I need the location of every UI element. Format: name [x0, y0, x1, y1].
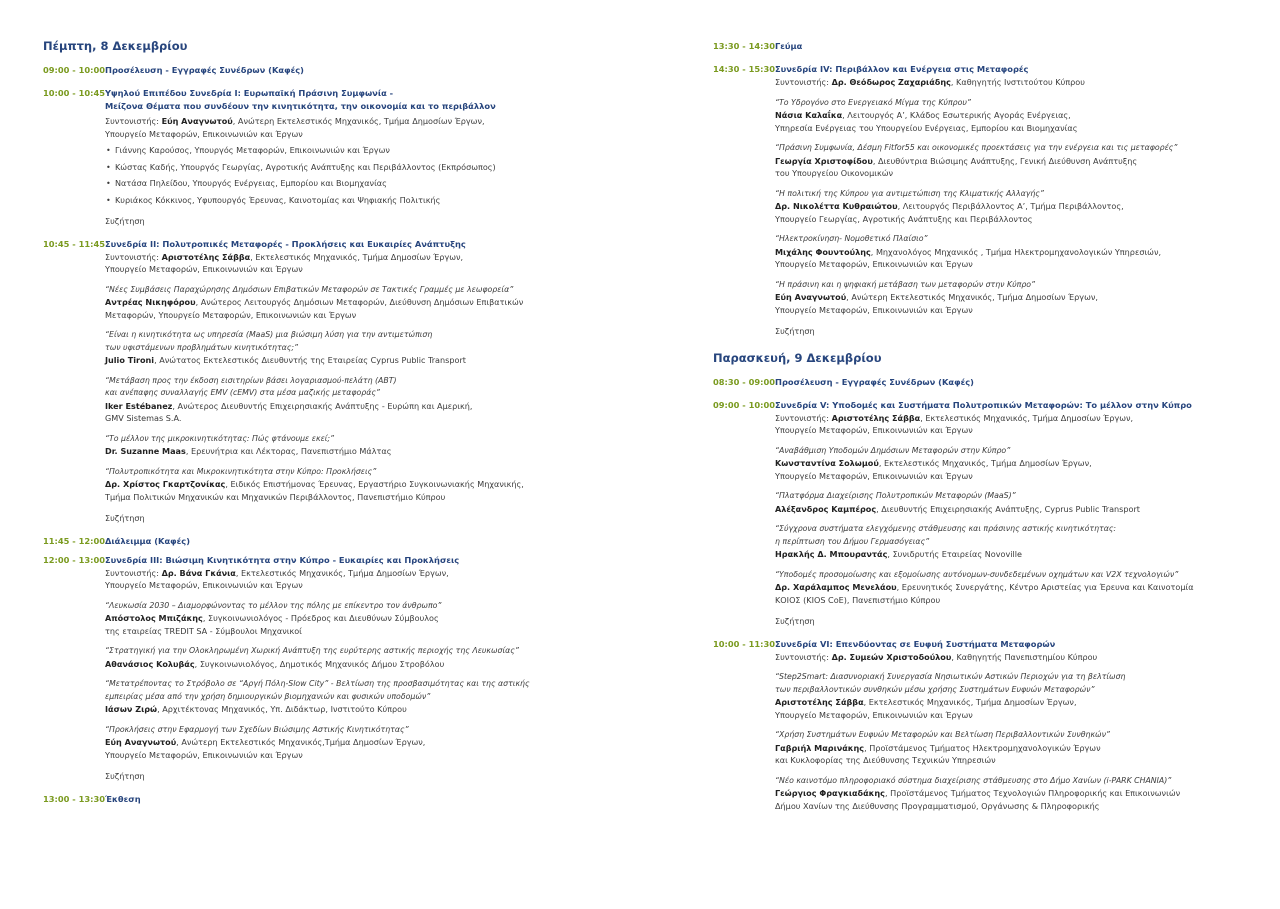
talk-speaker	[775, 109, 1253, 122]
session-title-line2: Μείζονα Θέματα που συνδέουν την κινητικότητα, την οικονομία και το περιβάλλον	[105, 101, 496, 111]
session-title: Συνεδρία IV: Περιβάλλον και Ενέργεια στις Μεταφορές	[775, 64, 1029, 74]
talk-speaker	[105, 478, 643, 491]
speaker-name: Dr. Suzanne Maas	[105, 446, 186, 456]
speaker-affiliation-line2: Υπουργείο Γεωργίας, Αγροτικής Ανάπτυξης και Περιβάλλοντος	[775, 213, 1033, 224]
speaker-affiliation-line2: Δήμου Χανίων της Διεύθυνσης Προγραμματισμού, Οργάνωσης & Πληροφορικής	[775, 800, 1100, 811]
talk-speaker	[775, 742, 1253, 755]
speaker-affiliation-line2: Υπουργείο Μεταφορών, Επικοινωνιών και Έργων	[775, 304, 973, 315]
speaker-affiliation: , Συγκοινωνιολόγος - Πρόεδρος και Διευθύνων Σύμβουλος	[202, 613, 439, 623]
speaker-name: Εύη Αναγνωτού	[105, 737, 177, 747]
session-2	[43, 238, 643, 525]
discussion-label: Συζήτηση	[775, 616, 815, 626]
coordinator-name: Εύη Αναγνωτού	[161, 116, 233, 126]
coordinator-affiliation: , Εκτελεστικός Μηχανικός, Τμήμα Δημοσίων Έργων,	[920, 412, 1134, 423]
speaker-affiliation-line2: Υπηρεσία Ενέργειας του Υπουργείου Ενέργειας, Εμπορίου και Βιομηχανίας	[775, 122, 1078, 133]
coordinator-affiliation: , Ανώτερη Εκτελεστικός Μηχανικός, Τμήμα Δημοσίων Έργων,	[232, 116, 485, 126]
speaker-affiliation: , Συγκοινωνιολόγος, Δημοτικός Μηχανικός Δήμου Στροβόλου	[194, 658, 445, 669]
speaker-affiliation-line2: Μεταφορών, Υπουργείο Μεταφορών, Επικοινωνιών και Έργων	[105, 309, 357, 320]
talk-title: “Σύγχρονα συστήματα ελεγχόμενης στάθμευσης και πράσινης αστικής κινητικότητας:	[775, 524, 1117, 533]
coordinator-affiliation-line2: Υπουργείο Μεταφορών, Επικοινωνιών και Έργων	[105, 264, 303, 274]
coordinator-label: Συντονιστής:	[775, 77, 832, 87]
session-6	[713, 638, 1253, 813]
talk-title: “Νέες Συμβάσεις Παραχώρησης Δημόσιων Επιβατικών Μεταφορών σε Τακτικές Γραμμές με λεωφορεία”	[105, 284, 514, 294]
speaker-affiliation: , Εκτελεστικός Μηχανικός, Τμήμα Δημοσίων Έργων,	[878, 458, 1092, 468]
coordinator-affiliation-line2: Υπουργείο Μεταφορών, Επικοινωνιών και Έργων	[105, 580, 303, 590]
speaker-bullet: • Γιάννης Καρούσος, Υπουργός Μεταφορών, Επικοινωνιών και Έργων	[105, 144, 643, 157]
speaker-affiliation: , Συνιδρυτής Εταιρείας Novoville	[887, 549, 1022, 559]
speaker-name: Δρ. Χαράλαμπος Μενελάου	[775, 582, 897, 592]
speaker-affiliation: , Ανώτερος Λειτουργός Δημόσιων Μεταφορών, Διεύθυνση Δημόσιων Επιβατικών	[195, 297, 524, 307]
speaker-affiliation-line2: Υπουργείο Μεταφορών, Επικοινωνιών και Έργων	[105, 749, 303, 760]
session-registration-friday	[713, 376, 1253, 389]
speaker-affiliation-line2: του Υπουργείου Οικονομικών	[775, 168, 894, 178]
talk-speaker	[775, 200, 1253, 213]
talk-speaker	[775, 503, 1253, 516]
speaker-bullet: • Κώστας Καδής, Υπουργός Γεωργίας, Αγροτικής Ανάπτυξης και Περιβάλλοντος (Εκπρόσωπος)	[105, 161, 643, 174]
discussion-label: Συζήτηση	[775, 326, 815, 336]
coordinator-name: Δρ. Θεόδωρος Ζαχαριάδης	[831, 77, 951, 87]
talk-speaker	[105, 296, 643, 309]
speaker-name: Γαβριήλ Μαρινάκης	[775, 742, 865, 753]
speaker-name: Ιάσων Ζιρώ	[105, 704, 158, 714]
coordinator	[105, 251, 643, 264]
speaker-name: Μιχάλης Φουντούλης	[775, 246, 871, 257]
session-4	[713, 63, 1253, 338]
coordinator-affiliation: , Καθηγητής Ινστιτούτου Κύπρου	[950, 77, 1085, 87]
speaker-affiliation: , Μηχανολόγος Μηχανικός , Τμήμα Ηλεκτρομηχανολογικών Υπηρεσιών,	[870, 246, 1162, 257]
speaker-affiliation-line2: ΚΟΙΟΣ (KIOS CoE), Πανεπιστήμιο Κύπρου	[775, 594, 941, 605]
speaker-bullet: • Νατάσα Πηλείδου, Υπουργός Ενέργειας, Εμπορίου και Βιομηχανίας	[105, 177, 643, 190]
talk-speaker	[775, 696, 1253, 709]
speaker-affiliation: , Ανώτερος Διευθυντής Επιχειρησιακής Ανάπτυξης - Ευρώπη και Αμερική,	[172, 400, 473, 411]
speaker-affiliation: , Λειτουργός Α’, Κλάδος Εσωτερικής Αγοράς Ενέργειας,	[842, 110, 1071, 120]
coordinator-label: Συντονιστής:	[105, 251, 162, 262]
coordinator-affiliation: , Εκτελεστικός Μηχανικός, Τμήμα Δημοσίων Έργων,	[250, 251, 464, 262]
session-time: 13:30 - 14:30	[713, 41, 776, 51]
session-time: 10:00 - 11:30	[713, 638, 776, 649]
coordinator-label: Συντονιστής:	[105, 567, 162, 578]
speaker-affiliation-line2: της εταιρείας TREDIT SA - Σύμβουλοι Μηχανικοί	[105, 625, 302, 636]
session-title: Διάλειμμα (Καφές)	[105, 535, 190, 546]
talk-speaker	[105, 400, 643, 413]
talk-title-line2: η περίπτωση του Δήμου Γερμασόγειας”	[775, 536, 930, 546]
speaker-name: Αλέξανδρος Καμπέρος	[775, 503, 877, 514]
talk-speaker	[105, 736, 643, 749]
talk-title: “Πλατφόρμα Διαχείρισης Πολυτροπικών Μεταφορών (MaaS)”	[775, 491, 1016, 500]
speaker-affiliation: , Διευθυντής Επιχειρησιακής Ανάπτυξης, Cyprus Public Transport	[876, 503, 1140, 514]
speaker-name: Julio Tironi	[105, 355, 155, 365]
speaker-affiliation: , Προϊστάμενος Τμήματος Ηλεκτρομηχανολογικών Έργων	[864, 742, 1101, 753]
talk-title-line2: των υφιστάμενων προβλημάτων κινητικότητας;”	[105, 342, 299, 352]
speaker-name: Αντρέας Νικηφόρου	[105, 297, 196, 307]
speaker-name: Απόστολος Μπιζάκης	[105, 613, 203, 623]
session-time: 14:30 - 15:30	[713, 64, 776, 74]
talk-title: “Το μέλλον της μικροκινητικότητας: Πώς φτάνουμε εκεί;”	[105, 433, 335, 443]
speaker-affiliation: , Ερευνητικός Συνεργάτης, Κέντρο Αριστείας για Έρευνα και Καινοτομία	[896, 582, 1194, 592]
session-time: 09:00 - 10:00	[43, 65, 106, 75]
coordinator-name: Αριστοτέλης Σάββα	[161, 251, 251, 262]
talk-speaker	[775, 787, 1253, 800]
talk-title: “Ηλεκτροκίνηση- Νομοθετικό Πλαίσιο”	[775, 234, 928, 243]
speaker-affiliation: , Ερευνήτρια και Λέκτορας, Πανεπιστήμιο Μάλτας	[185, 446, 392, 456]
discussion-label: Συζήτηση	[105, 216, 145, 226]
coordinator-name: Δρ. Βάνα Γκάνια	[161, 567, 236, 578]
speaker-name: Γεώργιος Φραγκιαδάκης	[775, 788, 885, 798]
talk-speaker	[775, 457, 1253, 470]
session-title: Προσέλευση - Εγγραφές Συνέδρων (Καφές)	[775, 376, 974, 387]
speaker-name: Iker Estébanez	[105, 400, 173, 411]
speaker-bullet: • Κυριάκος Κόκκινος, Υφυπουργός Έρευνας, Καινοτομίας και Ψηφιακής Πολιτικής	[105, 194, 643, 207]
speaker-name: Εύη Αναγνωτού	[775, 292, 847, 302]
speaker-affiliation: , Ανώτερη Εκτελεστικός Μηχανικός,Τμήμα Δημοσίων Έργων,	[176, 737, 426, 747]
coordinator-name: Δρ. Συμεών Χριστοδούλου	[831, 651, 952, 662]
session-lunch	[713, 40, 1253, 53]
coordinator	[775, 651, 1253, 664]
coordinator-label: Συντονιστής:	[775, 651, 832, 662]
session-time: 09:00 - 10:00	[713, 399, 776, 410]
coordinator	[775, 76, 1253, 89]
talk-title: “Η πράσινη και η ψηφιακή μετάβαση των μεταφορών στην Κύπρο”	[775, 279, 1036, 289]
session-break	[43, 535, 643, 548]
speaker-affiliation: , Προϊστάμενος Τμήματος Τεχνολογιών Πληροφορικής και Επικοινωνιών	[884, 788, 1181, 798]
speaker-name: Κωνσταντίνα Σολωμού	[775, 458, 879, 468]
session-time: 08:30 - 09:00	[713, 376, 776, 387]
speaker-affiliation: , Ειδικός Επιστήμονας Έρευνας, Εργαστήριο Συγκοινωνιακής Μηχανικής,	[225, 479, 524, 489]
session-registration-thursday	[43, 64, 643, 77]
talk-speaker	[775, 246, 1253, 259]
talk-title: “Step2Smart: Διασυνοριακή Συνεργασία Νησιωτικών Αστικών Περιοχών για τη βελτίωση	[775, 672, 1126, 681]
speaker-name: Δρ. Νικολέττα Κυθραιώτου	[775, 201, 898, 211]
discussion-label: Συζήτηση	[105, 771, 145, 781]
session-time: 13:00 - 13:30	[43, 793, 106, 804]
talk-title: “Το Υδρογόνο στο Ενεργειακό Μίγμα της Κύπρου”	[775, 97, 971, 107]
talk-title: “Είναι η κινητικότητα ως υπηρεσία (MaaS) μια βιώσιμη λύση για την αντιμετώπιση	[105, 330, 433, 339]
coordinator-label: Συντονιστής:	[105, 116, 162, 126]
session-title: Συνεδρία III: Βιώσιμη Κινητικότητα στην Κύπρο - Ευκαιρίες και Προκλήσεις	[105, 554, 460, 565]
speaker-name: Αθανάσιος Κολυβάς	[105, 658, 195, 669]
speaker-affiliation: , Αρχιτέκτονας Μηχανικός, Υπ. Διδάκτωρ, Ινστιτούτο Κύπρου	[157, 704, 407, 714]
speaker-affiliation: , Διευθύντρια Βιώσιμης Ανάπτυξης, Γενική Διεύθυνση Ανάπτυξης	[872, 155, 1138, 166]
speaker-name: Νάσια Καλαΐκα	[775, 110, 843, 120]
speaker-affiliation: , Λειτουργός Περιβάλλοντος Α’, Τμήμα Περιβάλλοντος,	[897, 201, 1124, 211]
talk-speaker	[105, 445, 643, 458]
program-left-column	[43, 36, 643, 806]
session-title: Συνεδρία V: Υποδομές και Συστήματα Πολυτροπικών Μεταφορών: Το μέλλον στην Κύπρο	[775, 399, 1192, 410]
program-right-column	[713, 40, 1253, 812]
speaker-affiliation-line2: και Κυκλοφορίας της Διεύθυνσης Τεχνικών Υπηρεσιών	[775, 755, 996, 765]
talk-title: “Αναβάθμιση Υποδομών Δημόσιων Μεταφορών στην Κύπρο”	[775, 445, 1011, 455]
talk-speaker	[105, 612, 643, 625]
talk-speaker	[775, 581, 1253, 594]
talk-title-line2: και ανέπαφης συναλλαγής EMV (cEMV) στα μέσα μαζικής μεταφοράς”	[105, 388, 380, 397]
talk-title: “Προκλήσεις στην Εφαρμογή των Σχεδίων Βιώσιμης Αστικής Κινητικότητας”	[105, 724, 409, 734]
talk-title: “Υποδομές προσομοίωσης και εξομοίωσης αυτόνομων-συνδεδεμένων οχημάτων και V2X τεχνολογιών”	[775, 569, 1179, 579]
talk-speaker	[775, 548, 1253, 561]
day-title-thursday: Πέμπτη, 8 Δεκεμβρίου	[43, 39, 188, 53]
coordinator-affiliation-line2: Υπουργείο Μεταφορών, Επικοινωνιών και Έργων	[775, 425, 973, 435]
speaker-affiliation: , Ανώτερη Εκτελεστικός Μηχανικός, Τμήμα Δημοσίων Έργων,	[846, 292, 1098, 302]
talk-speaker	[775, 155, 1253, 168]
session-1	[43, 87, 643, 228]
session-title: Υψηλού Επιπέδου Συνεδρία I: Ευρωπαϊκή Πράσινη Συμφωνία -	[105, 88, 394, 98]
speaker-name: Ηρακλής Δ. Μπουραντάς	[775, 549, 888, 559]
session-title: Συνεδρία II: Πολυτροπικές Μεταφορές - Προκλήσεις και Ευκαιρίες Ανάπτυξης	[105, 238, 466, 249]
session-expo	[43, 793, 643, 806]
talk-title: “Πολυτροπικότητα και Μικροκινητικότητα στην Κύπρο: Προκλήσεις”	[105, 466, 377, 476]
talk-title-line2: εμπειρίας μέσα από την χρήση δημιουργικών βιομηχανιών και φυσικών υποδομών”	[105, 691, 431, 701]
talk-title: “Λευκωσία 2030 – Διαμορφώνοντας το μέλλον της πόλης με επίκεντρο τον άνθρωπο”	[105, 600, 442, 610]
talk-speaker	[105, 658, 643, 671]
speaker-affiliation: , Ανώτατος Εκτελεστικός Διευθυντής της Εταιρείας Cyprus Public Transport	[154, 355, 466, 365]
coordinator	[775, 412, 1253, 425]
coordinator	[105, 115, 643, 128]
talk-title: “Στρατηγική για την Ολοκληρωμένη Χωρική Ανάπτυξη της ευρύτερης αστικής περιοχής της Λευκωσίας”	[105, 646, 519, 655]
coordinator-affiliation: , Εκτελεστικός Μηχανικός, Τμήμα Δημοσίων Έργων,	[235, 567, 449, 578]
speaker-affiliation-line2: Υπουργείο Μεταφορών, Επικοινωνιών και Έργων	[775, 709, 973, 720]
talk-speaker	[105, 354, 643, 367]
speaker-name: Γεωργία Χριστοφίδου	[775, 155, 873, 166]
session-title: Γεύμα	[775, 41, 803, 51]
session-title: Προσέλευση - Εγγραφές Συνέδρων (Καφές)	[105, 65, 304, 75]
talk-title: “Νέο καινοτόμο πληροφοριακό σύστημα διαχείρισης στάθμευσης στο Δήμο Χανίων (i-PARK CHANIA)”	[775, 775, 1172, 785]
talk-title-line2: των περιβαλλοντικών συνθηκών μέσω χρήσης Συστημάτων Ευφυών Μεταφορών”	[775, 684, 1095, 694]
talk-speaker	[775, 291, 1253, 304]
coordinator-name: Αριστοτέλης Σάββα	[831, 412, 921, 423]
talk-title: “Η πολιτική της Κύπρου για αντιμετώπιση της Κλιματικής Αλλαγής”	[775, 188, 1044, 198]
session-time: 12:00 - 13:00	[43, 554, 106, 565]
session-title: Συνεδρία VI: Επενδύοντας σε Ευφυή Συστήματα Μεταφορών	[775, 638, 1056, 649]
session-3	[43, 554, 643, 783]
speaker-name: Δρ. Χρίστος Γκαρτζονίκας	[105, 479, 226, 489]
coordinator-affiliation-line2: Υπουργείο Μεταφορών, Επικοινωνιών και Έργων	[105, 128, 303, 139]
session-5	[713, 399, 1253, 628]
discussion-label: Συζήτηση	[105, 513, 145, 523]
speaker-affiliation-line2: GMV Sistemas S.A.	[105, 413, 182, 423]
coordinator-affiliation: , Καθηγητής Πανεπιστημίου Κύπρου	[951, 651, 1098, 662]
speaker-affiliation-line2: Υπουργείο Μεταφορών, Επικοινωνιών και Έργων	[775, 470, 973, 481]
coordinator	[105, 567, 643, 580]
talk-speaker	[105, 703, 643, 716]
speaker-affiliation-line2: Υπουργείο Μεταφορών, Επικοινωνιών και Έργων	[775, 259, 973, 269]
talk-title: “Μετατρέποντας το Στρόβολο σε “Αργή Πόλη-Slow City” - Βελτίωση της προσβασιμότητας και της αστικής	[105, 679, 530, 688]
talk-title: “Μετάβαση προς την έκδοση εισιτηρίων βάσει λογαριασμού-πελάτη (ABT)	[105, 375, 397, 385]
speaker-affiliation: , Εκτελεστικός Μηχανικός, Τμήμα Δημοσίων Έργων,	[863, 697, 1077, 707]
day-title-friday: Παρασκευή, 9 Δεκεμβρίου	[713, 350, 882, 365]
session-time: 10:00 - 10:45	[43, 88, 106, 98]
speaker-affiliation-line2: Τμήμα Πολιτικών Μηχανικών και Μηχανικών Περιβάλλοντος, Πανεπιστήμιο Κύπρου	[105, 491, 446, 502]
session-time: 10:45 - 11:45	[43, 238, 106, 249]
talk-title: “Χρήση Συστημάτων Ευφυών Μεταφορών και Βελτίωση Περιβαλλοντικών Συνθηκών”	[775, 730, 1110, 739]
session-time: 11:45 - 12:00	[43, 535, 106, 546]
session-title: Έκθεση	[105, 793, 141, 804]
coordinator-label: Συντονιστής:	[775, 412, 832, 423]
talk-title: “Πράσινη Συμφωνία, Δέσμη Fitfor55 και οικονομικές προεκτάσεις για την ενέργεια και τις μεταφορές”	[775, 143, 1178, 152]
speaker-name: Αριστοτέλης Σάββα	[775, 697, 864, 707]
